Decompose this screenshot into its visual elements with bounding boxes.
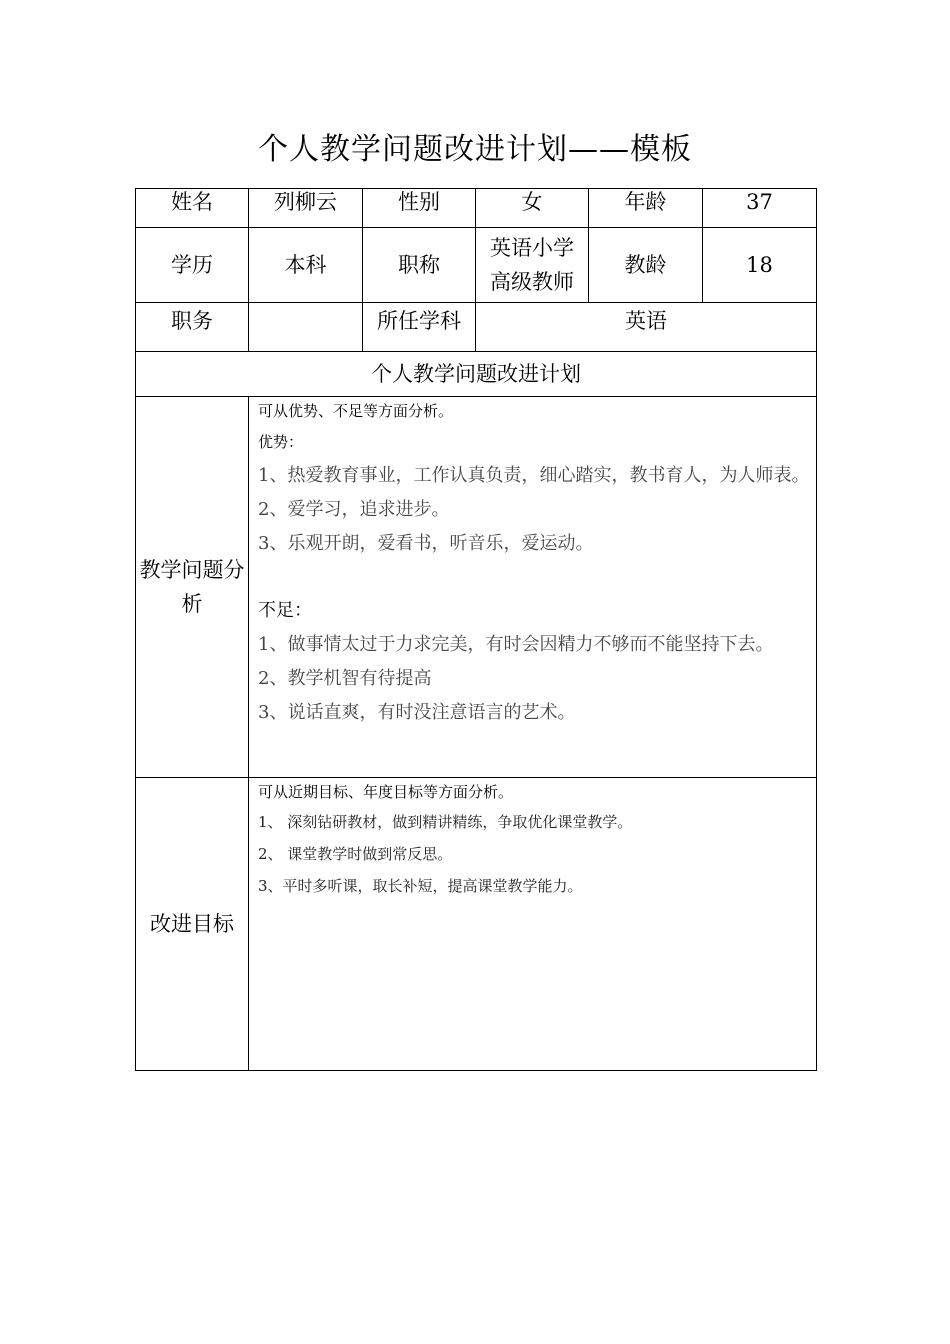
strength-item: 3、乐观开朗，爱看书，听音乐，爱运动。 xyxy=(258,533,594,554)
analysis-label-line2: 析 xyxy=(181,592,203,616)
goal-item: 2、 课堂教学时做到常反思。 xyxy=(258,845,453,863)
name-label-cell xyxy=(136,189,249,228)
goal-item: 3、平时多听课，取长补短，提高课堂教学能力。 xyxy=(258,877,583,895)
subject-label-cell xyxy=(363,303,476,352)
strength-item: 2、爱学习，追求进步。 xyxy=(258,499,450,520)
education-value-cell xyxy=(249,228,363,303)
gender-value-cell xyxy=(476,189,589,228)
gender-label: 性别 xyxy=(398,190,440,214)
goals-label-cell xyxy=(136,778,249,1071)
subject-value: 英语 xyxy=(625,309,667,333)
title-label: 职称 xyxy=(398,253,440,277)
subject-value-cell xyxy=(476,303,817,352)
age-value-cell xyxy=(703,189,817,228)
name-value: 列柳云 xyxy=(274,190,337,214)
analysis-content xyxy=(249,397,817,778)
title-value-line2: 高级教师 xyxy=(490,270,574,294)
analysis-label-line1: 教学问题分 xyxy=(139,558,245,582)
weakness-item: 1、做事情太过于力求完美，有时会因精力不够而不能坚持下去。 xyxy=(258,634,774,655)
title-label-cell xyxy=(363,228,476,303)
teaching-years-value-cell xyxy=(703,228,817,303)
strength-item: 1、热爱教育事业，工作认真负责，细心踏实，教书育人，为人师表。 xyxy=(258,465,810,486)
teaching-years-value: 18 xyxy=(746,253,773,277)
age-label-cell xyxy=(589,189,703,228)
weakness-item: 3、说话直爽，有时没注意语言的艺术。 xyxy=(258,702,576,723)
education-label-cell xyxy=(136,228,249,303)
weakness-item: 2、教学机智有待提高 xyxy=(258,668,432,689)
teaching-years-label-cell xyxy=(589,228,703,303)
goals-content xyxy=(249,778,817,1071)
title-value-cell xyxy=(476,228,589,303)
strengths-heading: 优势： xyxy=(258,433,304,451)
goals-hint: 可从近期目标、年度目标等方面分析。 xyxy=(258,783,514,801)
age-label: 年龄 xyxy=(624,190,667,214)
age-value: 37 xyxy=(746,190,773,214)
teaching-years-label: 教龄 xyxy=(624,253,667,277)
goals-label: 改进目标 xyxy=(150,912,234,936)
position-value-cell xyxy=(249,303,363,352)
name-label: 姓名 xyxy=(171,190,213,214)
weaknesses-heading: 不足： xyxy=(258,600,312,621)
plan-heading: 个人教学问题改进计划 xyxy=(136,352,817,397)
title-value-line1: 英语小学 xyxy=(490,236,574,260)
subject-label: 所任学科 xyxy=(377,309,461,333)
education-label: 学历 xyxy=(171,253,213,277)
analysis-label-cell xyxy=(136,397,249,778)
gender-value: 女 xyxy=(521,190,543,214)
gender-label-cell xyxy=(363,189,476,228)
education-value: 本科 xyxy=(284,253,327,277)
name-value-cell xyxy=(249,189,363,228)
position-label: 职务 xyxy=(171,309,213,333)
document-title: 个人教学问题改进计划——模板 xyxy=(258,132,692,167)
analysis-hint: 可从优势、不足等方面分析。 xyxy=(258,402,454,420)
goal-item: 1、 深刻钻研教材，做到精讲精练，争取优化课堂教学。 xyxy=(258,813,633,831)
position-label-cell xyxy=(136,303,249,352)
teacher-info-table xyxy=(135,188,817,1071)
